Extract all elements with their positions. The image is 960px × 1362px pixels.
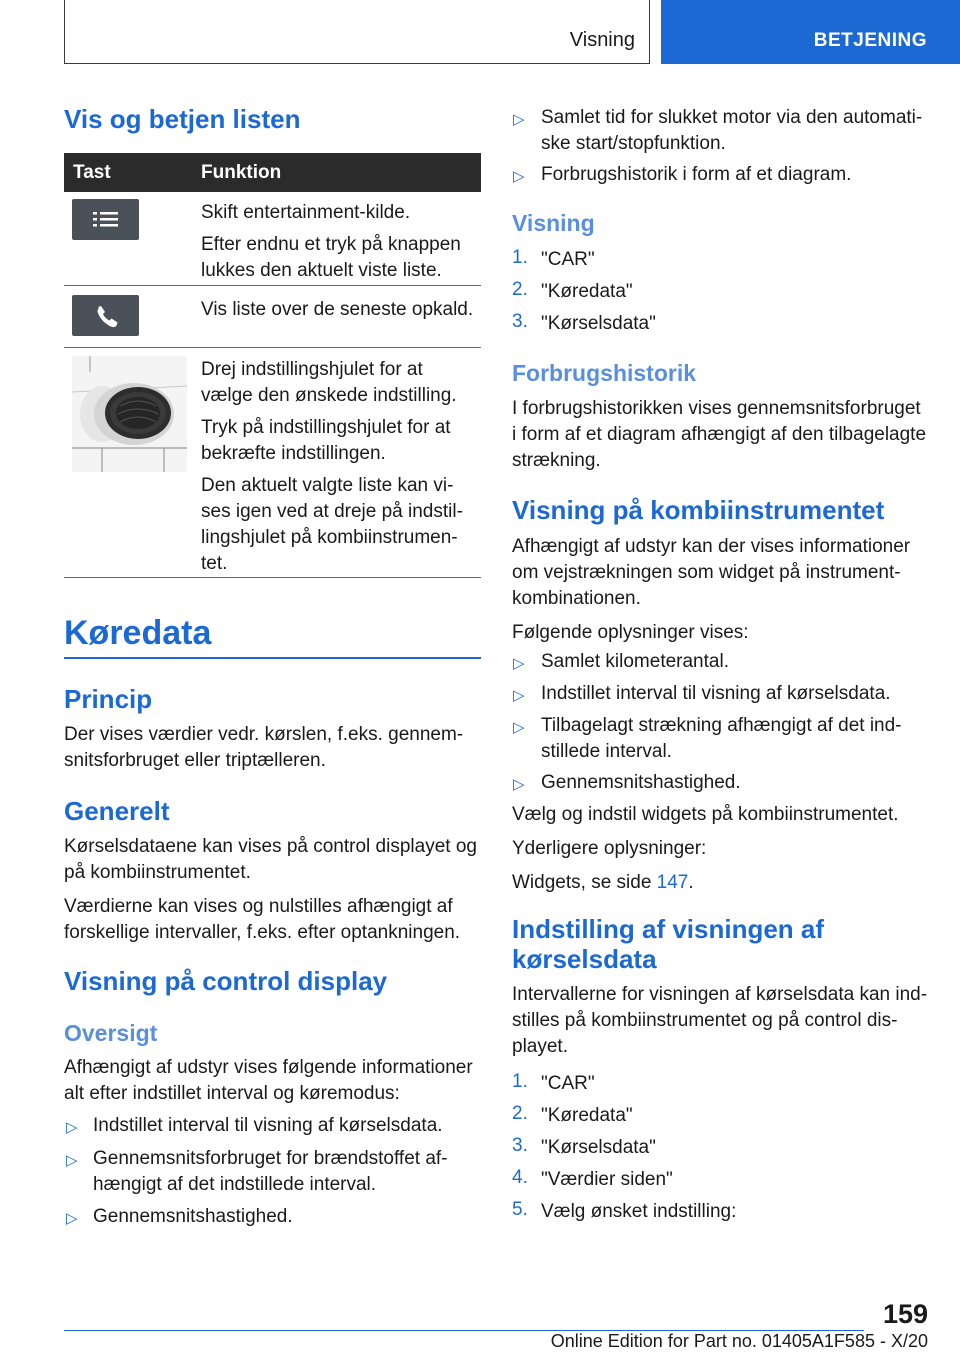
table-row-line: Efter endnu et tryk på knappen — [201, 234, 461, 255]
history-text — [512, 396, 932, 474]
heading-line: Indstilling af visningen af — [512, 914, 825, 944]
text-line: kombinationen. — [512, 588, 641, 609]
text-line: i form af et diagram afhængigt af den tilbagelagte — [512, 424, 927, 445]
bullet-marker: ▷ — [66, 1210, 78, 1227]
step-text: "Kørselsdata" — [541, 1137, 656, 1158]
settings-text — [512, 982, 932, 1060]
text-line: Følgende oplysninger vises: — [512, 622, 749, 643]
widgets-text — [512, 802, 932, 896]
table-row-2-text — [201, 297, 481, 323]
page-link[interactable]: 147 — [656, 872, 689, 893]
table-row-line: bekræfte indstillingen. — [201, 443, 386, 464]
table-row-divider — [64, 577, 481, 578]
table-row-line: vælge den ønskede indstilling. — [201, 385, 457, 406]
text-line: playet. — [512, 1036, 568, 1057]
overview-text — [64, 1055, 481, 1107]
text-line: Tilbagelagt strækning afhængigt af det ind- — [541, 715, 902, 736]
table-row-line: Den aktuelt valgte liste kan vi- — [201, 475, 454, 496]
list-item — [93, 1204, 483, 1230]
kombi-heading: Visning på kombiinstrumentet — [512, 495, 885, 525]
text-line: Gennemsnitshastighed. — [93, 1206, 293, 1227]
visning-heading: Visning — [512, 210, 595, 236]
text-line: Gennemsnitsforbruget for brændstoffet af- — [93, 1148, 448, 1169]
text-line: I forbrugshistorikken vises gennemsnitsforbruget — [512, 398, 921, 419]
step-number: 3. — [512, 1135, 528, 1156]
bullet-marker: ▷ — [513, 655, 525, 672]
text-line: på kombiinstrumentet. — [64, 862, 251, 883]
overview-heading: Oversigt — [64, 1020, 158, 1046]
text-line: alt efter indstillet interval og køremodus: — [64, 1083, 400, 1104]
text-line: strækning. — [512, 450, 601, 471]
step-text: Vælg ønsket indstilling: — [541, 1201, 737, 1222]
bullet-marker: ▷ — [513, 719, 525, 736]
list-item — [541, 105, 931, 157]
text-line: Gennemsnitshastighed. — [541, 772, 741, 793]
chapter-title: Køredata — [64, 614, 212, 652]
table-row-3-text — [201, 357, 481, 577]
text-line: Afhængigt af udstyr vises følgende informationer — [64, 1057, 473, 1078]
header-chapter-label: BETJENING — [813, 30, 927, 51]
table-row-1-text — [201, 200, 481, 284]
table-row-line: Drej indstillingshjulet for at — [201, 359, 423, 380]
text-line: Forbrugshistorik i form af et diagram. — [541, 164, 852, 185]
step-text: "CAR" — [541, 249, 595, 270]
text-line: snitsforbruget eller triptælleren. — [64, 750, 326, 771]
header-section-box — [64, 0, 650, 64]
phone-icon — [72, 295, 139, 336]
table-row-line: tet. — [201, 553, 228, 574]
general-text — [64, 834, 481, 946]
function-table-header — [64, 153, 481, 192]
bullet-marker: ▷ — [513, 776, 525, 793]
list-item — [541, 649, 931, 675]
list-icon — [72, 199, 139, 240]
header-section-label: Visning — [569, 29, 635, 51]
list-item — [93, 1113, 483, 1139]
left-section-title: Vis og betjen listen — [64, 104, 301, 134]
text-line: Intervallerne for visningen af kørselsdata kan ind- — [512, 984, 928, 1005]
controller-image — [72, 356, 187, 472]
text-line: Der vises værdier vedr. kørslen, f.eks. gennem- — [64, 724, 464, 745]
text-line: Værdierne kan vises og nulstilles afhængigt af — [64, 896, 453, 917]
control-display-heading: Visning på control display — [64, 966, 388, 996]
step-number: 2. — [512, 279, 528, 300]
table-header-key: Tast — [73, 162, 111, 183]
text-line: stilles på kombiinstrumentet og på control dis- — [512, 1010, 898, 1031]
widgets-reference — [512, 870, 932, 896]
header-chapter-tab — [661, 0, 960, 64]
step-number: 1. — [512, 247, 528, 268]
bullet-marker: ▷ — [513, 687, 525, 704]
table-row-line: lukkes den aktuelt viste liste. — [201, 260, 442, 281]
page-number: 159 — [882, 1299, 928, 1329]
text-line: Vælg og indstil widgets på kombiinstrumentet. — [512, 804, 899, 825]
table-row-divider — [64, 347, 481, 348]
text-line: Yderligere oplysninger: — [512, 838, 707, 859]
text-line: Kørselsdataene kan vises på control displayet og — [64, 836, 477, 857]
step-text: "Kørselsdata" — [541, 313, 656, 334]
widgets-ref-prefix: Widgets, se side — [512, 872, 657, 893]
bullet-marker: ▷ — [66, 1152, 78, 1169]
bullet-marker: ▷ — [513, 168, 525, 185]
text-line: Indstillet interval til visning af kørselsdata. — [541, 683, 891, 704]
step-number: 5. — [512, 1199, 528, 1220]
table-row-line: Skift entertainment-kilde. — [201, 202, 411, 223]
table-header-function: Funktion — [201, 162, 282, 183]
step-text: "Køredata" — [541, 1105, 633, 1126]
table-row-divider — [64, 285, 481, 286]
text-line: om vejstrækningen som widget på instrument- — [512, 562, 901, 583]
list-item — [93, 1146, 483, 1198]
step-number: 3. — [512, 311, 528, 332]
heading-line: kørselsdata — [512, 944, 657, 974]
kombi-text — [512, 534, 932, 646]
table-row-line: ses igen ved at dreje på indstil- — [201, 501, 463, 522]
text-line: stillede interval. — [541, 741, 672, 762]
list-item — [541, 681, 931, 707]
text-line: Indstillet interval til visning af kørselsdata. — [93, 1115, 443, 1136]
history-heading: Forbrugshistorik — [512, 360, 697, 386]
step-text: "Køredata" — [541, 281, 633, 302]
text-line: ske start/stopfunktion. — [541, 133, 726, 154]
text-line: Samlet tid for slukket motor via den automati- — [541, 107, 923, 128]
text-line: forskellige intervaller, f.eks. efter optankningen. — [64, 922, 461, 943]
general-heading: Generelt — [64, 796, 170, 826]
list-item — [541, 162, 931, 188]
settings-heading — [512, 914, 824, 974]
step-number: 2. — [512, 1103, 528, 1124]
text-line: hængigt af det indstillede interval. — [93, 1174, 377, 1195]
table-row-line: Vis liste over de seneste opkald. — [201, 299, 474, 320]
principle-text — [64, 722, 481, 774]
text-line: Samlet kilometerantal. — [541, 651, 729, 672]
step-number: 4. — [512, 1167, 528, 1188]
list-item — [541, 713, 931, 765]
step-number: 1. — [512, 1071, 528, 1092]
bullet-marker: ▷ — [66, 1119, 78, 1136]
chapter-rule — [64, 657, 481, 659]
list-item — [541, 770, 931, 796]
text-line: Afhængigt af udstyr kan der vises informationer — [512, 536, 911, 557]
principle-heading: Princip — [64, 684, 153, 714]
table-row-line: lingshjulet på kombiinstrumen- — [201, 527, 458, 548]
step-text: "Værdier siden" — [541, 1169, 673, 1190]
footer-edition: Online Edition for Part no. 01405A1F585 - X/20 — [550, 1331, 928, 1351]
table-row-line: Tryk på indstillingshjulet for at — [201, 417, 451, 438]
bullet-marker: ▷ — [513, 111, 525, 128]
step-text: "CAR" — [541, 1073, 595, 1094]
widgets-ref-suffix: . — [688, 872, 694, 893]
